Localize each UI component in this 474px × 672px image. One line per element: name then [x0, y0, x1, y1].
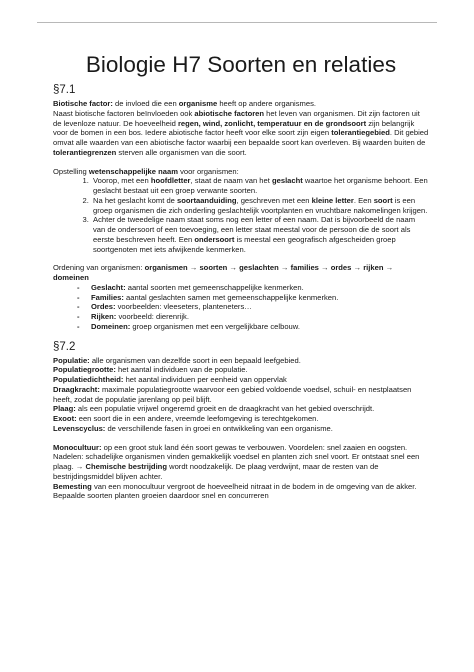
- bold-term: abiotische factoren: [194, 108, 265, 118]
- text-run: de invloed die een: [112, 99, 179, 108]
- bold-term: tolerantiegrenzen: [53, 147, 117, 157]
- text-run: Opstelling: [53, 166, 89, 176]
- text-run: Voorop, met een: [93, 176, 151, 186]
- list-item: [91, 283, 429, 293]
- bold-term: Bemesting: [53, 481, 92, 491]
- text-run: is een groep organismen die zich onderling geslachtelijk voortplanten en vruchtbare nakomelingen krijgen.: [93, 195, 428, 215]
- definition-line: [53, 375, 429, 385]
- bold-term: geslacht: [271, 176, 303, 186]
- text-run: heeft op andere organismes.: [217, 99, 316, 108]
- bold-term: Plaag:: [53, 404, 76, 414]
- text-run: een soort die in een andere, vreemde leefomgeving is terechtgekomen.: [76, 414, 319, 423]
- definition-line: [53, 414, 429, 424]
- bold-term: soort: [373, 195, 393, 205]
- definition-line: [53, 424, 429, 434]
- section-heading-7-2: §7.2: [53, 340, 76, 353]
- spacer: [53, 332, 429, 341]
- text-run: . Dit gebied omvat alle waarden van een abiotische factor waarbij een bepaalde soort kan overleven. Bij waarden buiten de: [53, 128, 429, 147]
- text-run: aantal geslachten samen met gemeenschappelijke kenmerken.: [123, 292, 339, 302]
- paragraph-scientific-name-intro: [53, 167, 429, 177]
- text-run: op een groot stuk land één soort gewas te verbouwen. Voordelen: snel zaaien en oogsten. Nadelen: schadelijke organismen vinden gemakkelijk voedsel en planten zich snel voort. Er ontstaat snel een plaag. →: [53, 442, 420, 471]
- document-title: Biologie H7 Soorten en relaties: [85, 52, 397, 77]
- list-item: [91, 293, 429, 303]
- text-run: het aantal individuen van de populatie.: [115, 365, 248, 375]
- list-item: [91, 215, 429, 254]
- bold-term: Levenscyclus:: [53, 423, 106, 433]
- scientific-name-steps: [53, 176, 429, 254]
- bold-term: regen, wind, zonlicht, temperatuur en de grondsoort: [177, 118, 367, 128]
- text-run: maximale populatiegrootte waarvoor een gebied voldoende voedsel, schuil- en nestplaatsen heeft, zodat de populatie jarenlang op peil blijft.: [53, 384, 412, 404]
- paragraph-fertilization: [53, 482, 429, 502]
- text-run: als een populatie vrijwel ongeremd groeit en de draagkracht van het gebied overschrijdt.: [75, 404, 375, 414]
- text-run: , geschreven met een: [236, 195, 312, 205]
- bold-term: Populatie:: [53, 355, 90, 365]
- text-run: , staat de naam van het: [190, 176, 272, 186]
- bold-term: Populatiedichtheid:: [53, 375, 124, 384]
- paragraph-biotic-factor: [53, 99, 429, 109]
- text-run: alle organismen van dezelfde soort in een bepaald leefgebied.: [89, 355, 301, 365]
- text-run: voor organismen:: [177, 166, 239, 176]
- bold-term: organismen → soorten → geslachten → families → ordes → rijken → domeinen: [53, 263, 394, 282]
- bold-term: Monocultuur:: [53, 442, 102, 452]
- spacer: [53, 254, 429, 263]
- text-run: wordt noodzakelijk. De plaag verdwijnt, maar de resten van de bestrijdingsmiddel blijven achter.: [53, 462, 379, 481]
- text-run: Ordening van organismen:: [53, 263, 145, 273]
- definition-line: [53, 365, 429, 375]
- bold-term: Domeinen:: [91, 321, 131, 331]
- text-run: het aantal individuen per eenheid van oppervlak: [123, 375, 287, 384]
- header-rule: [37, 22, 437, 23]
- text-run: zijn belangrijk voor de bomen in een bos. Iedere abiotische factor heeft voor elke soort zijn eigen: [53, 118, 415, 138]
- bold-term: wetenschappelijke naam: [88, 166, 178, 176]
- text-run: groep organismen met een vergelijkbare celbouw.: [130, 321, 300, 331]
- text-run: Naast biotische factoren beïnvloeden ook: [53, 108, 195, 118]
- bold-term: Rijken:: [91, 312, 117, 321]
- bold-term: Draagkracht:: [53, 384, 100, 394]
- text-run: de verschillende fasen in groei en ontwikkeling van een organisme.: [105, 423, 333, 433]
- bold-term: Populatiegrootte:: [53, 365, 116, 375]
- text-run: het leven van organismen. Dit zijn factoren uit de levenloze natuur. De hoeveelheid: [53, 108, 420, 128]
- bold-term: hoofdletter: [150, 176, 191, 186]
- text-run: voorbeelden: vleeseters, planteneters…: [115, 302, 252, 312]
- bold-term: Exoot:: [53, 414, 77, 423]
- text-run: van een monocultuur vergroot de hoeveelheid nitraat in de bodem in de omgeving van de akker. Bepaalde soorten planten groeien daardoor snel en concurreren: [53, 481, 417, 501]
- bold-term: organisme: [178, 99, 218, 108]
- rank-list: [53, 283, 429, 332]
- text-run: is meestal een geografisch afgescheiden groep soortgenoten met iets afwijkende kenmerken.: [93, 234, 396, 254]
- list-item: [91, 302, 429, 312]
- paragraph-monoculture: [53, 443, 429, 482]
- list-item: [91, 176, 429, 196]
- text-run: aantal soorten met gemeenschappelijke kenmerken.: [125, 282, 304, 292]
- spacer: [53, 158, 429, 167]
- bold-term: tolerantiegebied: [331, 128, 390, 138]
- document-body: [53, 52, 429, 501]
- text-run: voorbeeld: dierenrijk.: [116, 312, 189, 321]
- text-run: Na het geslacht komt de: [93, 195, 177, 205]
- bold-term: Biotische factor:: [53, 99, 113, 108]
- list-item: [91, 196, 429, 216]
- bold-term: soortaanduiding: [177, 195, 237, 205]
- definition-line: [53, 404, 429, 414]
- bold-term: Ordes:: [91, 302, 116, 312]
- bold-term: kleine letter: [311, 195, 354, 205]
- bold-term: Geslacht:: [91, 282, 126, 292]
- text-run: . Een: [353, 195, 374, 205]
- definition-line: [53, 385, 429, 405]
- bold-term: ondersoort: [194, 234, 235, 244]
- list-item: [91, 322, 429, 332]
- definition-line: [53, 356, 429, 366]
- text-run: sterven alle organismen van die soort.: [116, 147, 247, 157]
- text-run: Achter de tweedelige naam staat soms nog een letter of een naam. Dat is bijvoorbeeld de naam van de ondersoort of een toevoeging, een letter staat meestal voor de persoon die de soort als eerste beschreven heeft. Een: [93, 215, 416, 244]
- section-heading-7-1: §7.1: [53, 84, 76, 96]
- paragraph-abiotic-factors: [53, 109, 429, 158]
- paragraph-classification: [53, 263, 429, 283]
- text-run: waartoe het organisme behoort. Een geslacht bestaat uit een groep verwante soorten.: [93, 176, 428, 195]
- list-item: [91, 312, 429, 322]
- bold-term: Families:: [91, 292, 124, 302]
- bold-term: Chemische bestrijding: [85, 462, 167, 471]
- spacer: [53, 434, 429, 443]
